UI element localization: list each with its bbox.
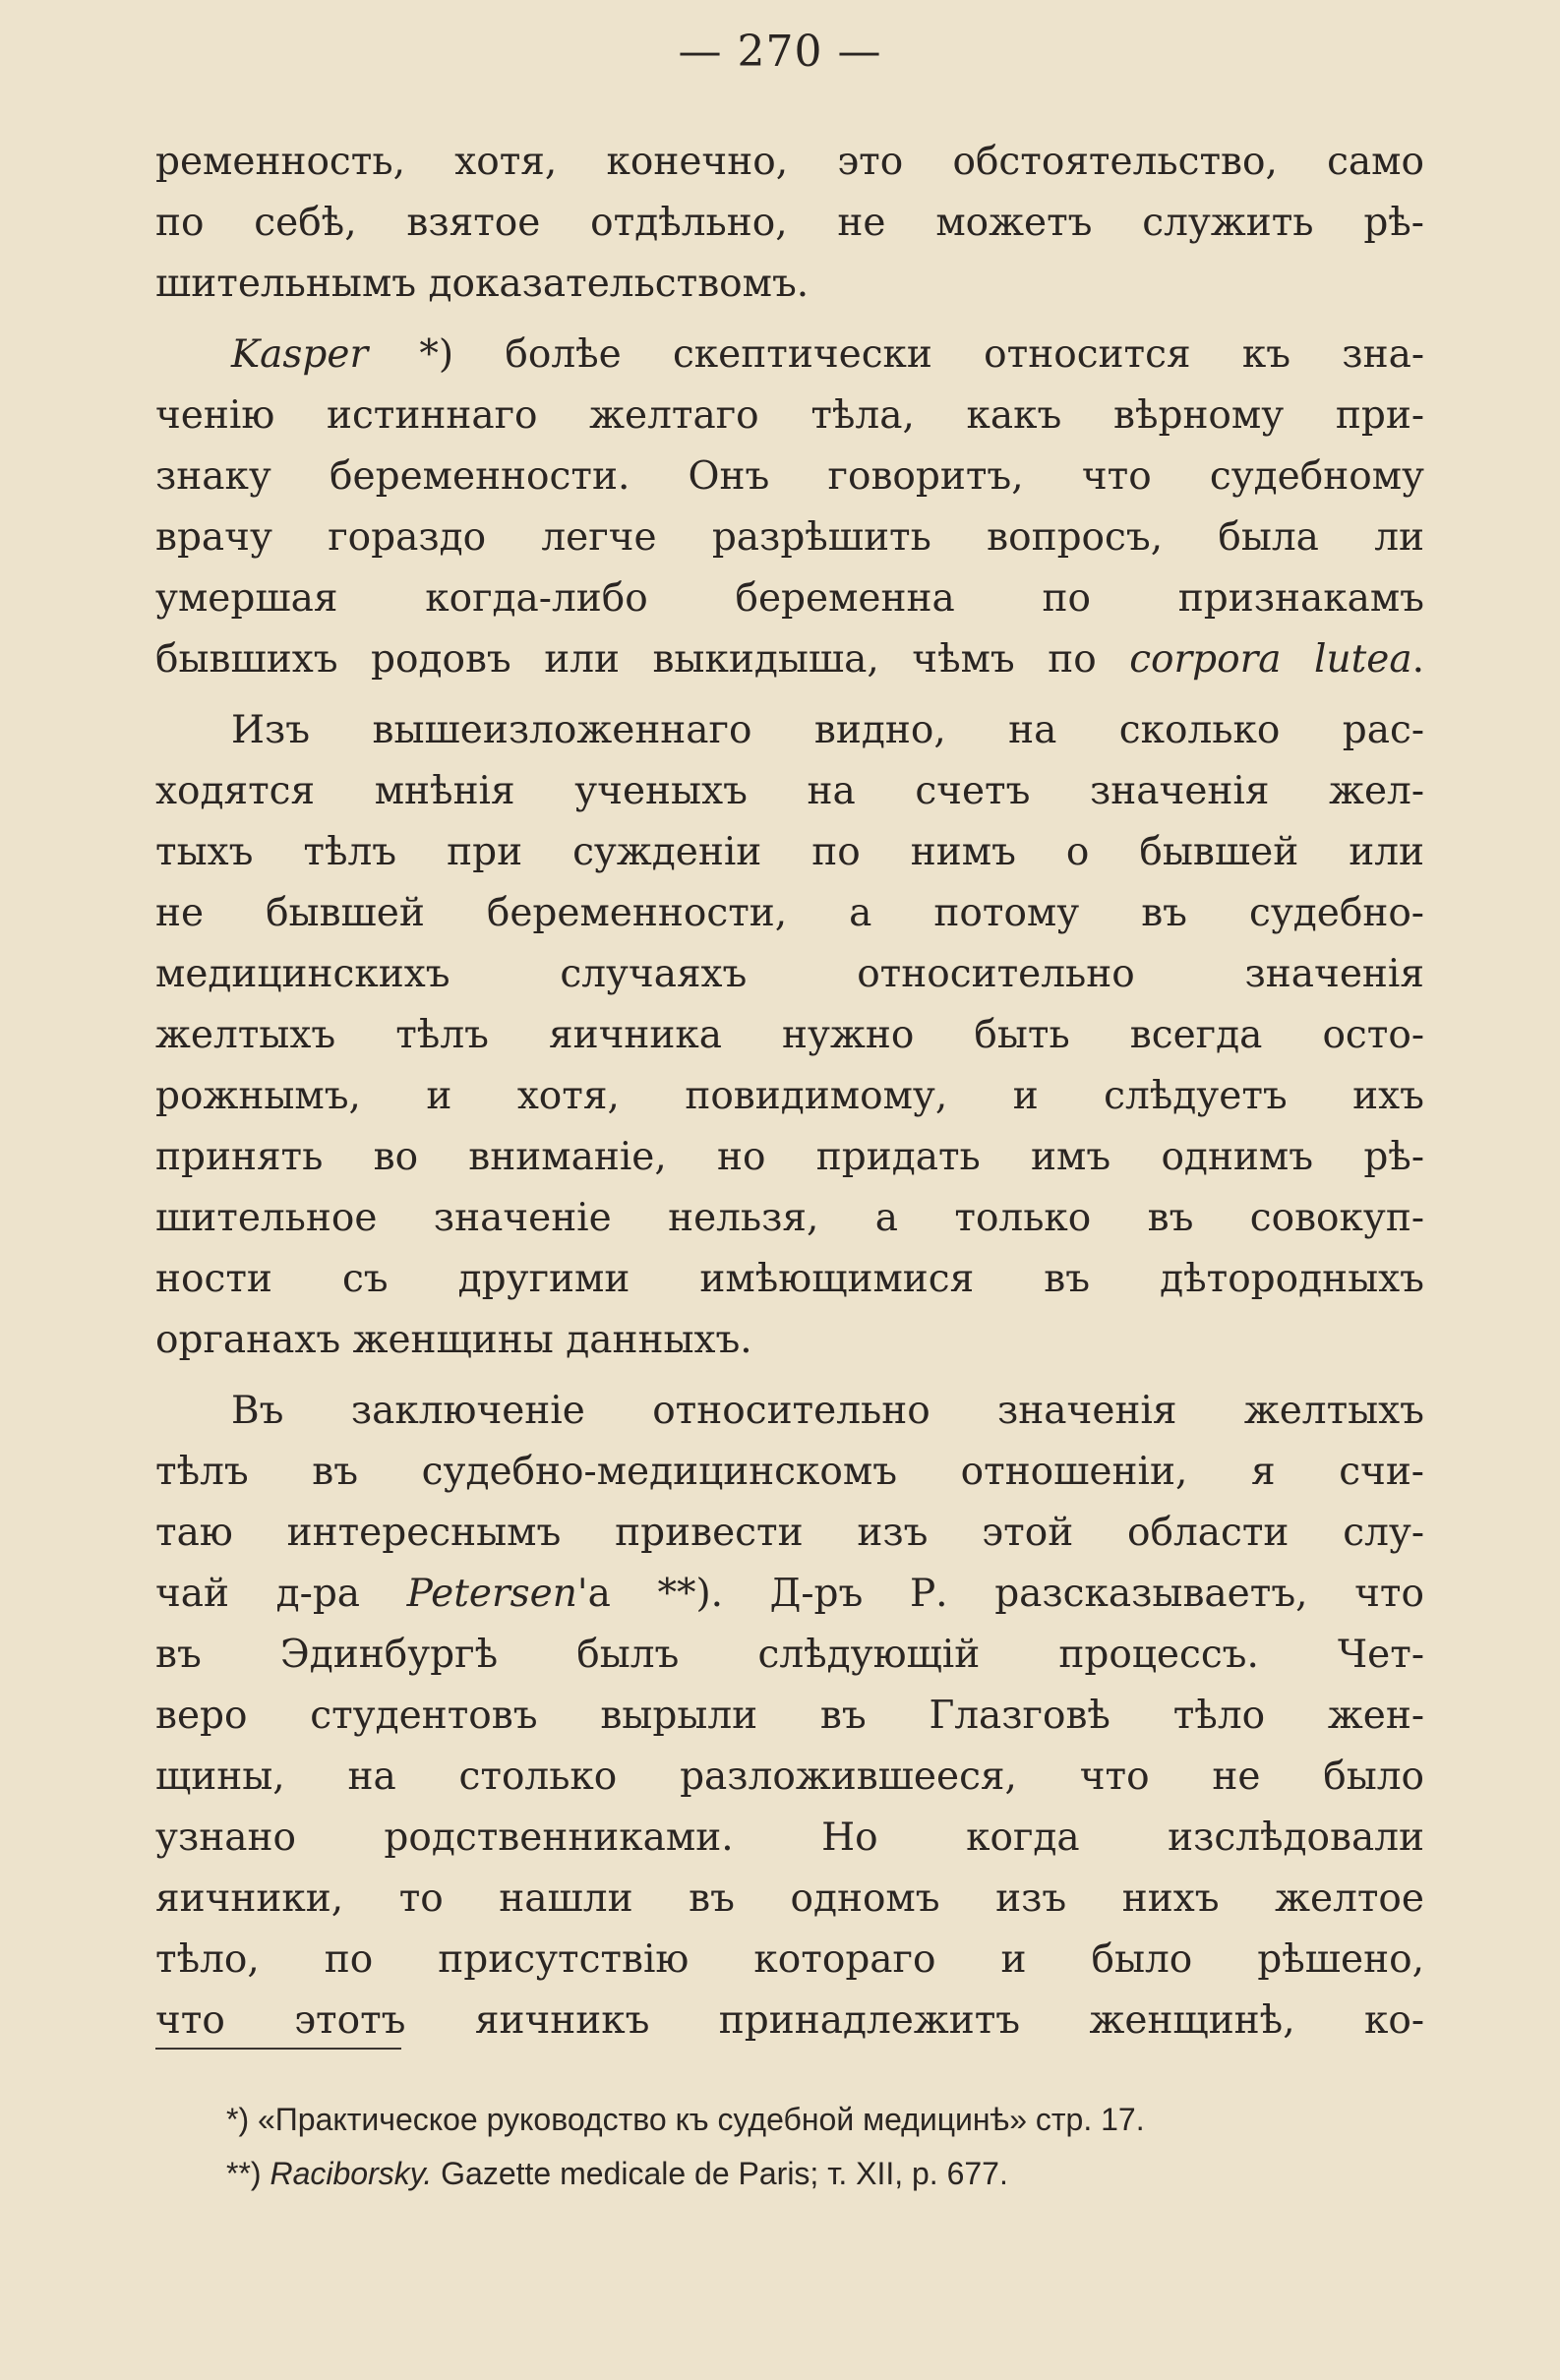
text-line: яичники, то нашли въ одномъ изъ нихъ желтое xyxy=(155,1876,1424,1921)
text-line: желтыхъ тѣлъ яичника нужно быть всегда осто- xyxy=(155,1013,1424,1057)
author-name: Raciborsky. xyxy=(261,2156,433,2191)
paragraph xyxy=(155,700,1424,1371)
text-line: ходятся мнѣнія ученыхъ на счетъ значенія жел- xyxy=(155,769,1424,813)
text-line: принять во вниманіе, но придать имъ однимъ рѣ- xyxy=(155,1135,1424,1179)
text-line: органахъ женщины данныхъ. xyxy=(155,1318,752,1362)
text-line: Въ заключеніе относительно значенія желтыхъ xyxy=(231,1389,1424,1433)
footnote: *) «Практическое руководство къ судебной медицинѣ» стр. 17. xyxy=(226,2102,1145,2137)
paragraph xyxy=(155,1381,1424,2052)
text-line: шительное значеніе нельзя, а только въ совокуп- xyxy=(155,1196,1424,1240)
text-line: врачу гораздо легче разрѣшить вопросъ, была ли xyxy=(155,515,1424,560)
footnote-marker: **) xyxy=(226,2156,262,2191)
author-name: Kasper xyxy=(231,332,369,377)
text-line: не бывшей беременности, а потому въ судебно- xyxy=(155,891,1424,935)
text-line: бывшихъ родовъ или выкидыша, чѣмъ по corpora lutea. xyxy=(155,637,1424,682)
text-line: Kasper *) болѣе скептически относится къ зна- xyxy=(231,332,1424,377)
text-line: Изъ вышеизложеннаго видно, на сколько рас- xyxy=(231,708,1424,752)
text-line: узнано родственниками. Но когда изслѣдовали xyxy=(155,1815,1424,1860)
text-line: рожнымъ, и хотя, повидимому, и слѣдуетъ ихъ xyxy=(155,1074,1424,1118)
paragraph xyxy=(155,132,1424,315)
footnote-divider xyxy=(155,2048,401,2050)
text-line: чай д-ра Petersen'а **). Д-ръ Р. разсказываетъ, что xyxy=(155,1572,1424,1616)
text-line: таю интереснымъ привести изъ этой области слу- xyxy=(155,1511,1424,1555)
footnote: **) Raciborsky. Gazette medicale de Paris; т. XII, p. 677. xyxy=(226,2156,1008,2191)
latin-term: corpora lutea xyxy=(1129,637,1412,682)
text-line: умершая когда-либо беременна по признакамъ xyxy=(155,576,1424,621)
text-line: медицинскихъ случаяхъ относительно значенія xyxy=(155,952,1424,996)
text-line: тѣлъ въ судебно-медицинскомъ отношеніи, я счи- xyxy=(155,1450,1424,1494)
text-line: шительнымъ доказательствомъ. xyxy=(155,262,810,306)
text-line: веро студентовъ вырыли въ Глазговѣ тѣло жен- xyxy=(155,1694,1424,1738)
text-line: тыхъ тѣлъ при сужденіи по нимъ о бывшей или xyxy=(155,830,1424,874)
footnote-marker: *) xyxy=(226,2102,250,2137)
body-text xyxy=(155,132,1424,2052)
text-line: по себѣ, взятое отдѣльно, не можетъ служить рѣ- xyxy=(155,201,1424,245)
text-line: ременность, хотя, конечно, это обстоятельство, само xyxy=(155,140,1424,184)
footnotes xyxy=(226,2093,1424,2201)
paragraph xyxy=(155,325,1424,690)
author-name: Petersen' xyxy=(406,1572,588,1616)
page-number: — 270 — xyxy=(678,27,882,77)
text-line: ности съ другими имѣющимися въ дѣтородныхъ xyxy=(155,1257,1424,1301)
text-line: щины, на столько разложившееся, что не было xyxy=(155,1755,1424,1799)
text-line: знаку беременности. Онъ говоритъ, что судебному xyxy=(155,454,1424,499)
text-line: что этотъ яичникъ принадлежитъ женщинѣ, ко- xyxy=(155,1998,1424,2043)
text-line: въ Эдинбургѣ былъ слѣдующій процессъ. Чет- xyxy=(155,1633,1424,1677)
text-line: ченію истиннаго желтаго тѣла, какъ вѣрному при- xyxy=(155,393,1424,438)
text-line: тѣло, по присутствію котораго и было рѣшено, xyxy=(155,1937,1424,1982)
